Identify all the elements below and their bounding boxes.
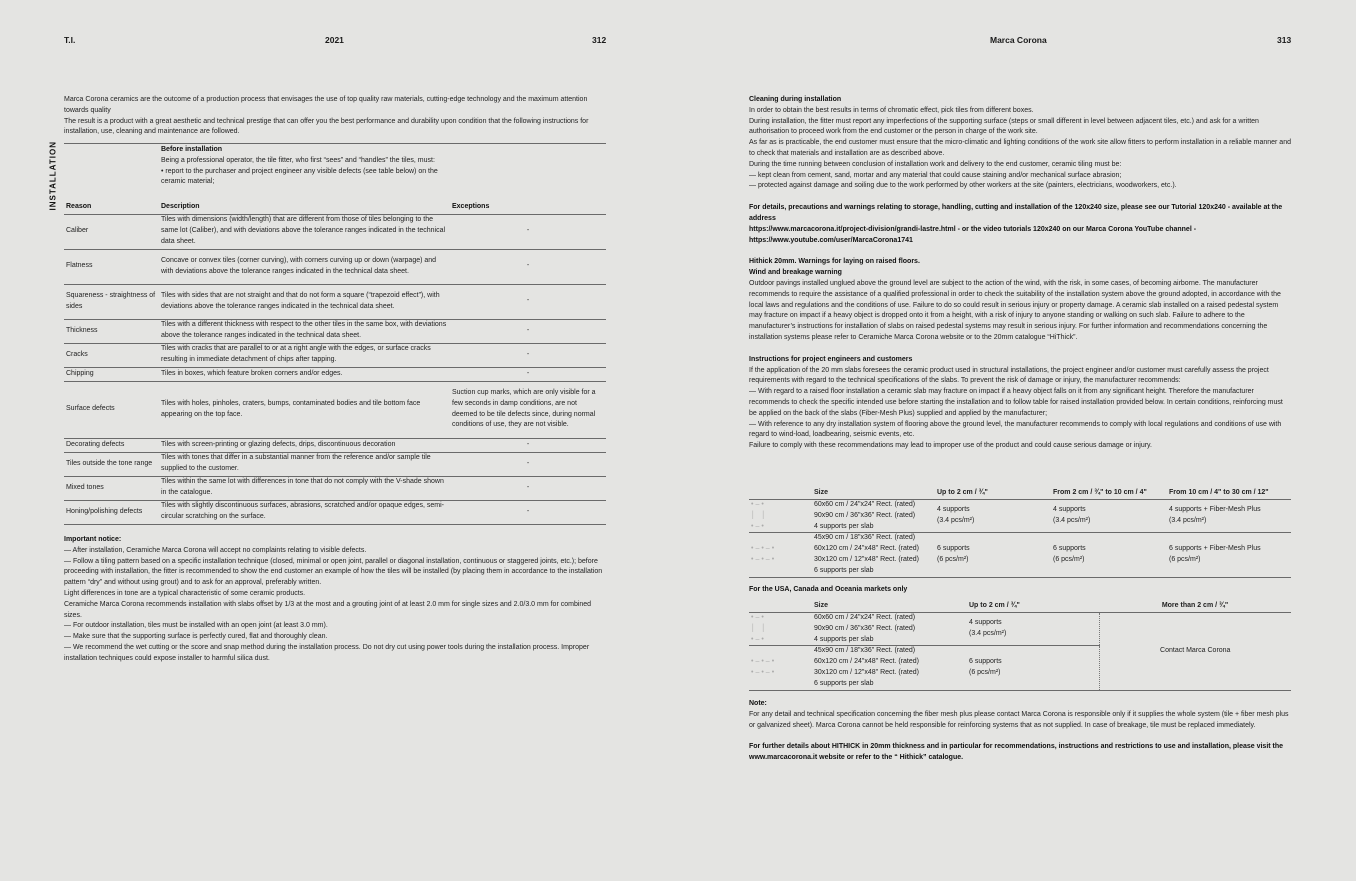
before-installation (161, 145, 446, 188)
support-layout-4-icon: •–• │ │ •–• (751, 501, 768, 530)
supports-col-size: Size (812, 485, 935, 500)
note-title: Note: (749, 700, 767, 707)
note-text: For any detail and technical specification concerning the fiber mesh plus please contact Marca Corona is responsible only if it supplies the whole system (tile + fiber mesh plus or galvanized sheet). Marca Corona cannot be held responsible for reinforcing systems that as not supplied. In case of breakage, tile must be replaced immediately. (749, 710, 1289, 729)
usa-col-up-to-2: Up to 2 cm / ¾" (967, 598, 1099, 613)
usa-markets-title: For the USA, Canada and Oceania markets only (749, 586, 908, 593)
before-installation-title: Before installation (161, 146, 223, 153)
header-right-brand: Marca Corona (990, 35, 1047, 45)
defects-table (64, 201, 606, 525)
table-row: Squareness - straightness of sides Tiles with sides that are not straight and that do not form a square (“trapezoid effect”), with deviations above the tolerance ranges indicated in the technical data sheet. - (64, 284, 606, 319)
table-row: Chipping Tiles in boxes, which feature broken corners and/or edges. - (64, 367, 606, 381)
intro-p2: The result is a product with a great aesthetic and technical prestige that can offer you the best performance and durability upon condition that the following instructions for installation, use, cleaning and maintenance are followed. (64, 117, 589, 136)
supports-col-10-to-30: From 10 cm / 4" to 30 cm / 12" (1167, 485, 1291, 500)
header-left-brand: T.I. (64, 35, 76, 45)
table-row: Cracks Tiles with cracks that are parallel to or at a right angle with the edges, or surface cracks resulting in immediate detachment of chips after tapping. - (64, 343, 606, 367)
side-section-label: INSTALLATION (48, 141, 58, 211)
note-section (749, 699, 1292, 764)
hithick-title: Hithick 20mm. Warnings for laying on raised floors. (749, 258, 920, 266)
table-row: Surface defects Tiles with holes, pinholes, craters, bumps, contaminated bodies and tile bottom face appearing on the top face. Suction cup marks, which are only visible for a few seconds in damp conditions, are not deemed to be tile defects since, during normal conditions of use, they are not visible. (64, 381, 606, 438)
support-layout-4-icon: •–• │ │ •–• (751, 614, 768, 643)
table-row: Mixed tones Tiles within the same lot with differences in tone that do not comply with the V-shade shown in the catalogue. - (64, 476, 606, 500)
table-row: Caliber Tiles with dimensions (width/length) that are different from those of tiles belonging to the same lot (Caliber), and with deviations above the tolerance ranges indicated in the technical data sheet. - (64, 214, 606, 249)
usa-supports-table (749, 598, 1291, 691)
further-details: For further details about HITHICK in 20mm thickness and in particular for recommendations, instructions and restrictions to use and installation, please visit the www.marcacorona.it website or refer to the “ Hithick” catalogue. (749, 743, 1284, 762)
cleaning-title: Cleaning during installation (749, 96, 842, 103)
table-row: Honing/polishing defects Tiles with slightly discontinuous surfaces, abrasions, scratched and/or opaque edges, semi-circular scratching on the surface. - (64, 500, 606, 524)
engineers-title: Instructions for project engineers and customers (749, 355, 913, 363)
table-row: Flatness Concave or convex tiles (corner curving), with corners curving up or down (warpage) and with deviations above the tolerance ranges indicated in the technical data sheet. - (64, 249, 606, 284)
supports-col-2-to-10: From 2 cm / ¾" to 10 cm / 4" (1051, 485, 1167, 500)
table-row: •–• │ │ •–• 60x60 cm / 24"x24" Rect. (rated) 90x90 cm / 36"x36" Rect. (rated) 4 supports per slab 4 supports (3.4 pcs/m²) Contact Marca Corona (749, 613, 1291, 646)
details-120x240-links: https://www.marcacorona.it/project-division/grandi-lastre.html - or the video tutorials 120x240 on our Marca Corona YouTube channel - https://www.youtube.com/user/MarcaCorona1741 (749, 225, 1197, 244)
wind-warning-title: Wind and breakage warning (749, 269, 842, 277)
rule-top (64, 143, 606, 144)
intro (64, 95, 604, 138)
contact-marca-corona: Contact Marca Corona (1099, 613, 1291, 691)
col-header-description: Description (161, 202, 200, 210)
table-row: Tiles outside the tone range Tiles with tones that differ in a substantial manner from the reference and/or sample tile supplied to the customer. - (64, 452, 606, 476)
table-row: Thickness Tiles with a different thickness with respect to the other tiles in the same box, with deviations above the tolerance ranges indicated in the technical data sheet. - (64, 319, 606, 343)
col-header-reason: Reason (66, 202, 92, 210)
page-number-right: 313 (1277, 35, 1292, 45)
details-120x240: For details, precautions and warnings relating to storage, handling, cutting and installation of the 120x240 size, please see our Tutorial 120x240 - available at the address (749, 204, 1283, 222)
col-header-exceptions: Exceptions (452, 202, 490, 210)
header-year: 2021 (325, 35, 344, 45)
table-row: •–• │ │ •–• 60x60 cm / 24"x24" Rect. (rated) 90x90 cm / 36"x36" Rect. (rated) 4 supports per slab 4 supports (3.4 pcs/m²) 4 supports (3.4 pcs/m²) 4 supports + Fiber-Mesh Plus (3.4 pcs/m²) (749, 500, 1291, 533)
before-installation-text: Being a professional operator, the tile fitter, who first “sees” and “handles” the tiles, must: (161, 156, 435, 164)
support-layout-6-icon: •–•–• •–•–• (749, 646, 812, 690)
important-notice: Important notice: — After installation, Ceramiche Marca Corona will accept no complaints relating to visible defects. — Follow a tiling pattern based on a specific installation technique (closed, minimal or open joint, parallel or diagonal installation, continuous or staggered joints, etc.); before proceeding with installation, the fitter is recommended to show the end customer an example of how the tiles will be installed (by placing them in accordance to the installation pattern “dry” and without using grout) and to ask for an approval, preferably written. Light differences in tone are a typical characteristic of some ceramic products. Ceramiche Marca Corona recommends installation with slabs offset by 1/3 at the most and a grouting joint of at least 2.0 mm for single sizes and 2.0/3.0 mm for combined sizes. — For outdoor installation, tiles must be installed with an open joint (at least 3.0 mm). — Make sure that the supporting surface is perfectly cured, flat and thoroughly clean. — We recommend the wet cutting or the score and snap method during the installation process. Do not dry cut using power tools during the installation process. Improper installation techniques could expose installer to harmful silica dust. (64, 535, 606, 665)
important-notice-title: Important notice: (64, 536, 122, 543)
table-row: Decorating defects Tiles with screen-printing or glazing defects, drips, discontinuous decoration - (64, 438, 606, 452)
before-installation-bullet: • report to the purchaser and project engineer any visible defects (see table below) on the ceramic material; (161, 167, 438, 186)
cleaning-section: Cleaning during installation In order to obtain the best results in terms of chromatic effect, pick tiles from different boxes. During installation, the fitter must report any imperfections of the supporting surface (steps or small different in level between adjacent tiles, etc.) and ask for a written authorisation to proceed work from the end customer or the person in charge of the work site. As far as is practicable, the end customer must ensure that the micro-climatic and lighting conditions of the work site allow fitters to perform installation in a reliable manner and to check that materials and installation are as described above. During the time running between conclusion of installation work and delivery to the end customer, ceramic tiling must be: — kept clean from cement, sand, mortar and any material that could cause staining and/or mechanical surface abrasion; — protected against damage and soiling due to the work performed by other workers at the site (painters, electricians, woodworkers, etc.). For details, precautions and warnings relating to storage, handling, cutting and installation of the 120x240 size, please see our Tutorial 120x240 - available at the address https://www.marcacorona.it/project-division/grandi-lastre.html - or the video tutorials 120x240 on our Marca Corona YouTube channel - https://www.youtube.com/user/MarcaCorona1741 Hithick 20mm. Warnings for laying on raised floors. Wind and breakage warning Outdoor pavings installed unglued above the ground level are subject to the action of the wind, with the risk, in some cases, of becoming airborne. The manufacturer recommends to require the assistance of a qualified professional in order to check the suitability of the installation system above the ground adopted, in accordance with the local laws and regulations and the conditions of use. Failure to do so could result in serious injury or property damage. A ceramic slab installed on a raised pedestal system may fracture on impact if a heavy object is dropped onto it from a height, with a risk of injury to anyone standing or walking on such slab. Failure to adhere to the manufacturer’s instructions for installation of slabs on raised pedestal systems may result in serious injury. For further information and recommendations concerning the installation systems please refer to Ceramiche Marca Corona website or to the 20mm catalogue “HiThick”. Instructions for project engineers and customers If the application of the 20 mm slabs foresees the ceramic product used in structural installations, the project engineer and/or customer must carefully assess the project requirements with regard to the technical specifications of the slabs. To prevent the risk of damage or injury, the manufacturer recommends: — With regard to a raised floor installation a ceramic slab may fracture on impact if a heavy object falls on it from any significant height. Therefore the manufacturer recommends to check the specific intended use before starting the installation and to follow table for raised installation provided below. In certain conditions, reinforcing must be applied on the back of the slabs (Fiber-Mesh Plus) supplied and applied by the manufacturer; — With reference to any dry installation system of flooring above the ground level, the manufacturer recommends to comply with local regulations and conditions of use with regard to wind-load, loadbearing, seismic events, etc. Failure to comply with these recommendations may lead to improper use of the product and could cause serious damage or injury. (749, 96, 1291, 450)
page-number-left: 312 (592, 35, 607, 45)
intro-p1: Marca Corona ceramics are the outcome of a production process that envisages the use of top quality raw materials, cutting-edge technology and the maximum attention towards quality (64, 96, 588, 114)
support-layout-6-icon: •–•–• •–•–• (749, 533, 812, 577)
supports-col-up-to-2: Up to 2 cm / ¾" (935, 485, 1051, 500)
table-row: •–•–• •–•–• 45x90 cm / 18"x36" Rect. (rated) 60x120 cm / 24"x48" Rect. (rated) 30x120 cm / 12"x48" Rect. (rated) 6 supports per slab 6 supports (6 pcs/m²) 6 supports (6 pcs/m²) 6 supports + Fiber-Mesh Plus (6 pcs/m²) (749, 533, 1291, 577)
usa-col-size: Size (812, 598, 967, 613)
hithick-text: Outdoor pavings installed unglued above the ground level are subject to the action of the wind, with the risk, in some cases, of becoming airborne. The manufacturer recommends to require the assistance of a qualified professional in order to check the suitability of the installation system above the ground adopted, in accordance with the local laws and regulations and the conditions of use. Failure to do so could result in serious injury or property damage. A ceramic slab installed on a raised pedestal system may fracture on impact if a heavy object is dropped onto it from a height, with a risk of injury to anyone standing or walking on such slab. Failure to adhere to the manufacturer’s instructions for installation of slabs on raised pedestal systems may result in serious injury. For further information and recommendations concerning the installation systems please refer to Ceramiche Marca Corona website or to the 20mm catalogue “HiThick”. (749, 279, 1281, 341)
supports-table (749, 485, 1291, 578)
usa-col-more-than-2: More than 2 cm / ¾" (1099, 598, 1291, 613)
table-row: •–•–• •–•–• 45x90 cm / 18"x36" Rect. (rated) 60x120 cm / 24"x48" Rect. (rated) 30x120 cm / 12"x48" Rect. (rated) 6 supports per slab 6 supports (6 pcs/m²) (749, 646, 1291, 690)
